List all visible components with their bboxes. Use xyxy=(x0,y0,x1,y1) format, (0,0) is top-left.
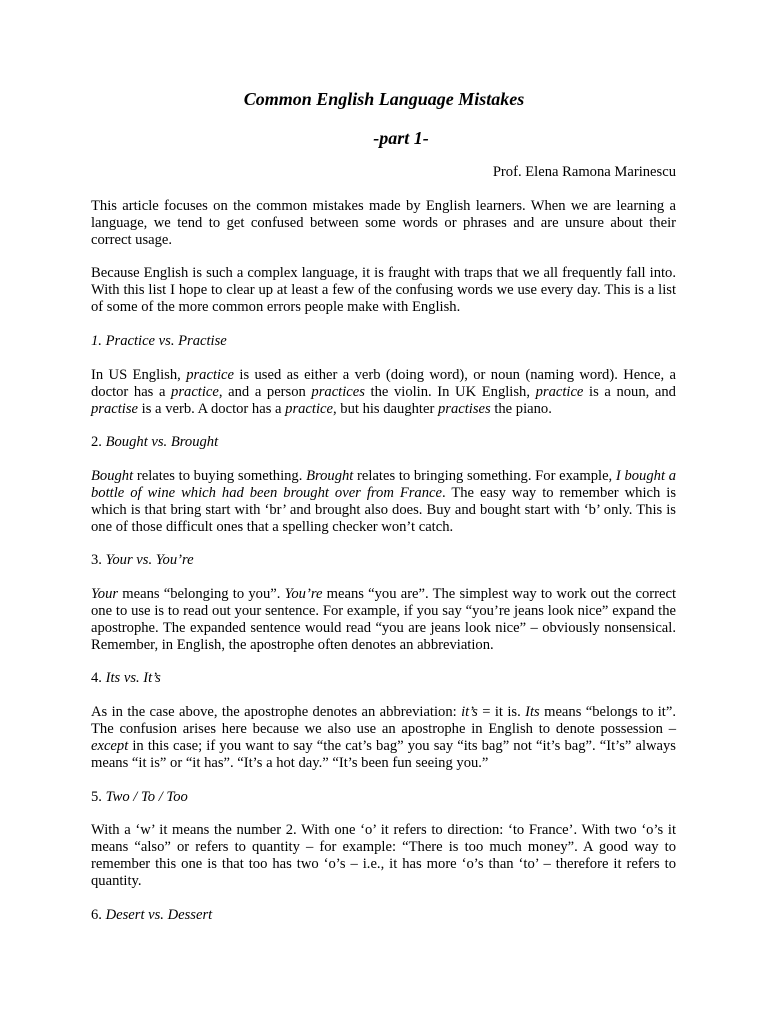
text-run: is a noun, and xyxy=(583,384,676,400)
emphasis-run: practise xyxy=(91,401,139,417)
text-run: means “belonging to you”. xyxy=(118,586,285,602)
document-title: Common English Language Mistakes xyxy=(243,89,525,109)
section-heading-6 xyxy=(91,907,212,924)
text-run: means “belongs to it”. The confusion arises here because we also use an apostrophe in English to denote possession – xyxy=(91,704,676,737)
section-heading-2 xyxy=(91,434,218,451)
emphasis-run: it’s xyxy=(461,704,478,720)
emphasis-run: Bought xyxy=(91,468,134,484)
emphasis-run: Brought xyxy=(306,468,354,484)
section-title: Desert vs. Dessert xyxy=(105,907,213,923)
text-run: . The easy way to remember which is which is that bring start with ‘br’ and brought also does. Buy and bought start with ‘b’ only. This is one of those difficult ones that a spelling checker won’t catch. xyxy=(91,485,677,535)
emphasis-run: Its xyxy=(525,704,540,720)
intro-paragraph-1: This article focuses on the common mistakes made by English learners. When we are learning a language, we tend to get confused between some words or phrases and are unsure about their correct usage. xyxy=(91,198,676,248)
section-heading-3 xyxy=(91,552,194,569)
section-heading-5 xyxy=(91,789,188,806)
section-number: 6. xyxy=(91,907,106,923)
text-run: As in the case above, the apostrophe denotes an abbreviation: xyxy=(91,704,462,720)
emphasis-run: practice xyxy=(186,367,235,383)
text-run: relates to buying something. xyxy=(133,468,307,484)
emphasis-run: practises xyxy=(437,401,491,417)
section-title: Bought vs. Brought xyxy=(105,434,219,450)
text-run: in this case; if you want to say “the cat’s bag” you say “its bag” not “it’s bag”. “It’s” always means “it is” or “it has”. “It’s a hot day.” “It’s been fun seeing you.” xyxy=(91,738,676,771)
section-title: Two / To / Too xyxy=(105,789,188,805)
text-run: is used as either a verb (doing word), or noun (naming word). Hence, a doctor has a xyxy=(91,367,677,400)
emphasis-run: except xyxy=(91,738,129,754)
emphasis-run: practice xyxy=(285,401,333,417)
emphasis-run: Your xyxy=(91,586,119,602)
emphasis-run: practices xyxy=(311,384,365,400)
section-number: 5. xyxy=(91,789,106,805)
emphasis-run: I bought a bottle of wine which had been brought over from France xyxy=(91,468,676,501)
section-number: 4. xyxy=(91,670,106,686)
text-run: , but his daughter xyxy=(332,401,438,417)
section-body-5 xyxy=(91,822,676,890)
text-run: the violin. In UK English, xyxy=(364,384,536,400)
intro-paragraph-2: Because English is such a complex language, it is fraught with traps that we all frequently fall into. With this list I hope to clear up at least a few of the confusing words we use every day. This is a list of some of the more common errors people make with English. xyxy=(91,265,676,315)
section-number: 2. xyxy=(91,434,106,450)
section-number: 3. xyxy=(91,552,106,568)
document-subtitle: -part 1- xyxy=(373,128,429,148)
emphasis-run: practice xyxy=(535,384,584,400)
section-heading-1 xyxy=(91,333,227,350)
text-run: , and a person xyxy=(218,384,312,400)
section-title: Practice vs. Practise xyxy=(105,333,227,349)
author-line: Prof. Elena Ramona Marinescu xyxy=(492,164,676,180)
section-body-4 xyxy=(91,704,676,772)
emphasis-run: You’re xyxy=(284,586,323,602)
section-number: 1. xyxy=(91,333,106,349)
emphasis-run: practice xyxy=(171,384,219,400)
text-run: In US English, xyxy=(91,367,187,383)
text-run: means “you are”. The simplest way to work out the correct one to use is to read out your sentence. For example, if you say “you’re jeans look nice” expand the apostrophe. The expanded sentence would read “you are jeans look nice” – obviously nonsensical. Remember, in English, the apostrophe often denotes an abbreviation. xyxy=(91,586,677,653)
section-title: Its vs. It’s xyxy=(105,670,161,686)
text-run: the piano. xyxy=(490,401,552,417)
section-body-2 xyxy=(91,468,676,536)
text-run: is a verb. A doctor has a xyxy=(138,401,286,417)
section-heading-4 xyxy=(91,670,161,687)
section-title: Your vs. You’re xyxy=(105,552,194,568)
section-body-3 xyxy=(91,586,676,654)
text-run: = it is. xyxy=(477,704,526,720)
text-run: With a ‘w’ it means the number 2. With one ‘o’ it refers to direction: ‘to France’. With two ‘o’s it means “also” or refers to quantity – for example: “There is too much money”. A good way to remember this one is that too has two ‘o’s – i.e., it has more ‘o’s than ‘to’ – therefore it refers to quantity. xyxy=(91,822,676,889)
section-body-1 xyxy=(91,367,676,418)
text-run: relates to bringing something. For example, xyxy=(353,468,616,484)
